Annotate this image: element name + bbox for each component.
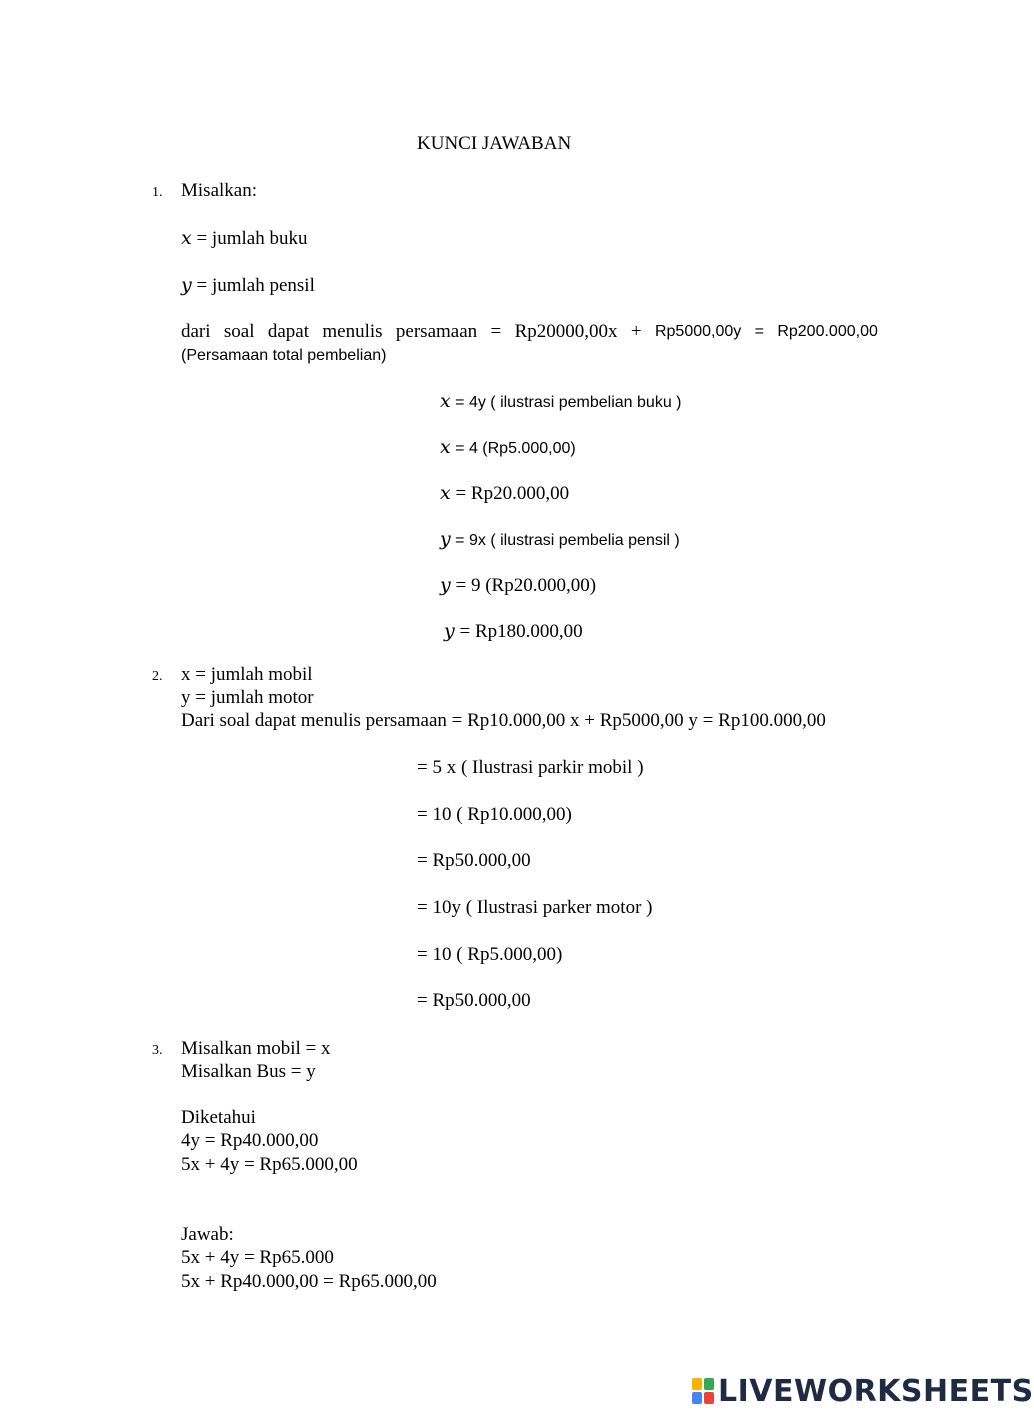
eq-word: menulis <box>322 321 383 342</box>
logo-text: LIVEWORKSHEETS <box>718 1373 1034 1409</box>
q2-step: = 10 ( Rp5.000,00) <box>417 944 563 965</box>
q3-line: Diketahui <box>181 1107 256 1128</box>
eq-word: = <box>490 321 502 342</box>
eq-word: Rp20000,00x <box>514 321 618 342</box>
q3-line: 5x + Rp40.000,00 = Rp65.000,00 <box>181 1271 437 1292</box>
logo-block <box>704 1392 714 1404</box>
var-definition: = jumlah pensil <box>191 275 315 296</box>
math-var: y <box>181 274 192 296</box>
q1-step: y = 9x ( ilustrasi pembelia pensil ) <box>440 528 680 550</box>
q1-step: y = Rp180.000,00 <box>444 620 583 642</box>
eq-word: = <box>754 323 764 340</box>
math-var: x <box>181 227 192 249</box>
q1-var-y-line <box>181 274 315 297</box>
q2-step: = Rp50.000,00 <box>417 990 531 1011</box>
q2-step: = Rp50.000,00 <box>417 850 531 871</box>
q3-line: Misalkan Bus = y <box>181 1061 316 1082</box>
q1-intro: Misalkan: <box>181 180 257 201</box>
eq-word: soal <box>223 321 255 342</box>
q2-line: y = jumlah motor <box>181 687 314 708</box>
liveworksheets-logo <box>692 1375 1034 1407</box>
page-title: KUNCI JAWABAN <box>417 133 572 154</box>
q3-line: 5x + 4y = Rp65.000,00 <box>181 1154 358 1175</box>
eq-word: Rp200.000,00 <box>777 323 878 340</box>
q2-step: = 10y ( Ilustrasi parker motor ) <box>417 897 653 918</box>
q2-line: x = jumlah mobil <box>181 664 313 685</box>
logo-block <box>692 1378 702 1390</box>
q1-equation-line <box>181 321 878 343</box>
q3-line: 5x + 4y = Rp65.000 <box>181 1247 334 1268</box>
eq-word: + <box>630 321 642 342</box>
eq-word: Rp5000,00y <box>654 323 742 340</box>
eq-word: dari <box>181 321 211 342</box>
q1-step: x = 4 (Rp5.000,00) <box>440 436 576 458</box>
q1-step: x = 4y ( ilustrasi pembelian buku ) <box>440 390 682 412</box>
var-definition: = jumlah buku <box>191 228 308 249</box>
q3-line: Misalkan mobil = x <box>181 1038 331 1059</box>
question-number: 1. <box>152 185 163 200</box>
q2-step: = 5 x ( Ilustrasi parkir mobil ) <box>417 757 644 778</box>
q2-step: = 10 ( Rp10.000,00) <box>417 804 572 825</box>
q1-var-x-line <box>181 227 307 250</box>
logo-icon <box>692 1378 714 1404</box>
question-number: 2. <box>152 669 163 684</box>
eq-word: persamaan <box>395 321 478 342</box>
q3-line: 4y = Rp40.000,00 <box>181 1130 319 1151</box>
q1-equation-note: (Persamaan total pembelian) <box>181 347 387 364</box>
logo-block <box>692 1392 702 1404</box>
logo-block <box>704 1378 714 1390</box>
eq-word: dapat <box>267 321 310 342</box>
q1-step: x = Rp20.000,00 <box>440 482 570 504</box>
question-number: 3. <box>152 1043 163 1058</box>
q3-line: Jawab: <box>181 1224 234 1245</box>
q1-step: y = 9 (Rp20.000,00) <box>440 574 597 596</box>
q2-equation-line: Dari soal dapat menulis persamaan = Rp10.000,00 x + Rp5000,00 y = Rp100.000,00 <box>181 710 826 731</box>
